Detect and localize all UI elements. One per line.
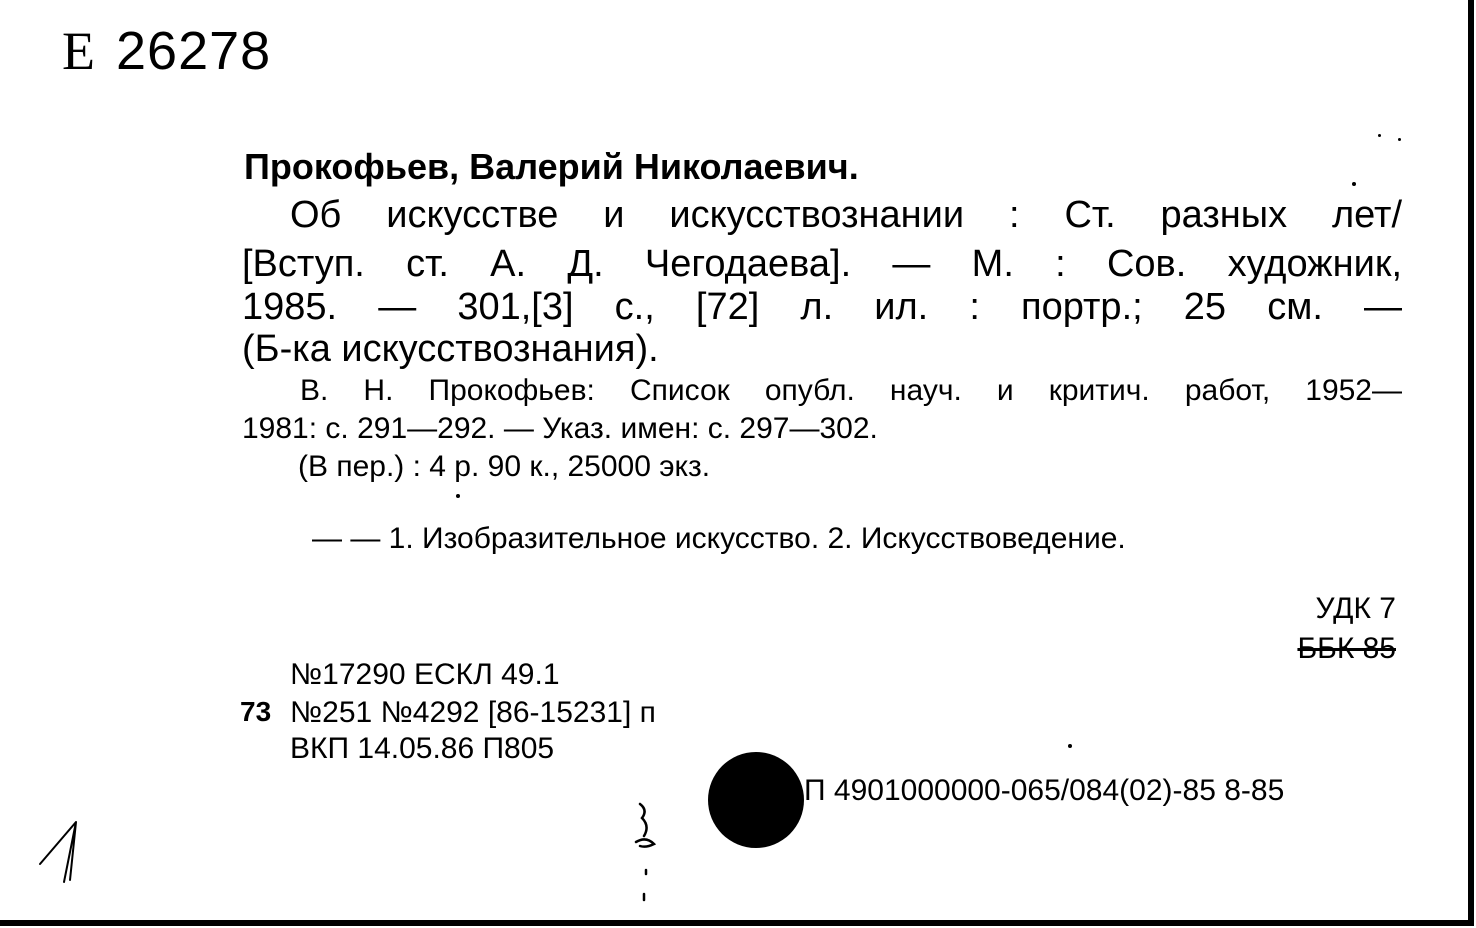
note-line: 1981: с. 291—292. — Указ. имен: с. 297—302. [242,412,878,445]
description-line: [Вступ. ст. А. Д. Чегодаева]. — М. : Сов. художник, [242,243,1402,285]
subject-headings: — — 1. Изобразительное искусство. 2. Искусствоведение. [312,522,1126,555]
description-line: (Б-ка искусствознания). [242,328,659,370]
bbk-classification: ББК 85 [1297,632,1396,665]
publication-code: П 4901000000-065/084(02)-85 8-85 [804,774,1285,807]
accession-line: ВКП 14.05.86 П805 [290,732,555,765]
speck-mark [456,494,460,498]
description-line: 1985. — 301,[3] с., [72] л. ил. : портр.; 25 см. — [242,286,1402,328]
author-heading: Прокофьев, Валерий Николаевич. [244,146,859,187]
speck-mark [1068,744,1072,748]
accession-line: №251 №4292 [86-15231] п [290,696,656,729]
handwritten-one-mark [36,812,96,884]
call-number-value: 26278 [116,21,272,81]
note-line: В. Н. Прокофьев: Список опубл. науч. и критич. работ, 1952— [300,374,1402,407]
description-line: Об искусстве и искусствознании : Ст. разных лет/ [290,194,1402,236]
call-number [62,21,272,81]
speck-mark [1352,182,1356,186]
udk-classification: УДК 7 [1315,592,1396,625]
speck-mark [1398,138,1401,141]
side-number: 73 [240,696,272,727]
price-note: (В пер.) : 4 р. 90 к., 25000 экз. [298,450,711,483]
handwritten-scribble-mark [628,796,668,906]
speck-mark [1378,134,1381,137]
punch-hole [708,752,804,848]
accession-line: №17290 ЕСКЛ 49.1 [290,658,560,691]
call-number-prefix: Е [62,21,96,81]
